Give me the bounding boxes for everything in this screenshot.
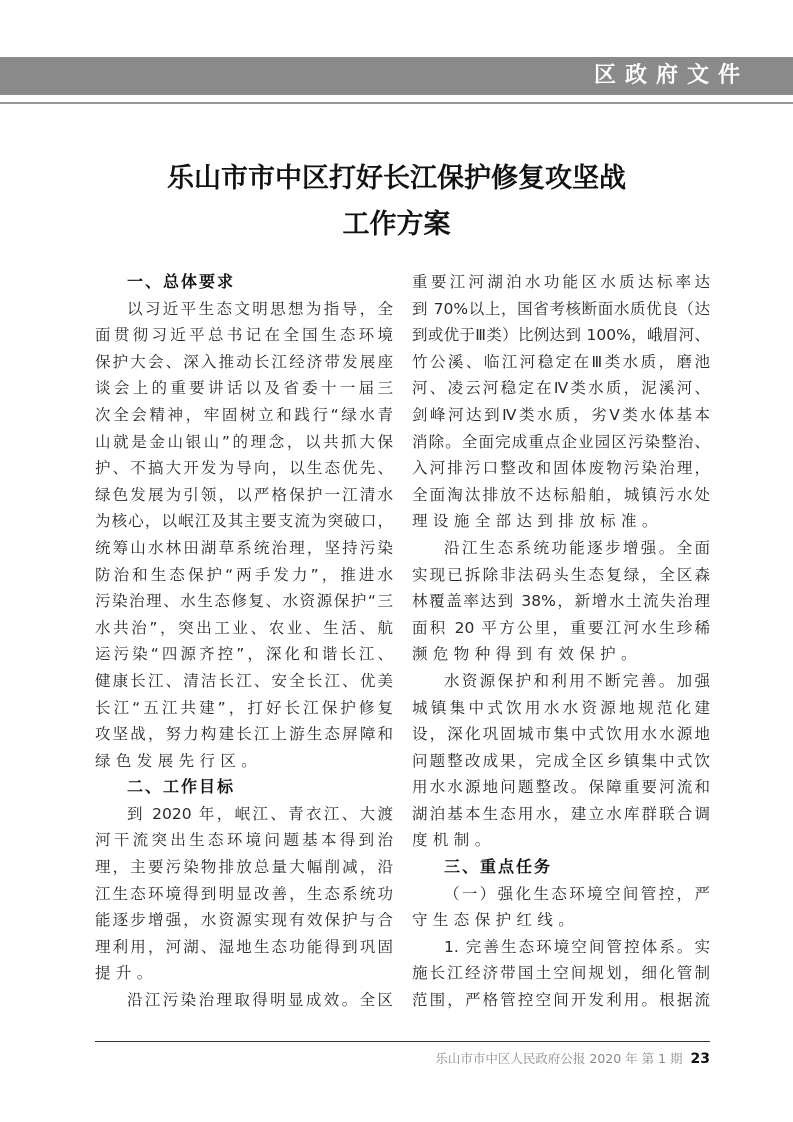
text-line: 到 2020 年，岷江、青衣江、大渡	[127, 804, 393, 823]
publication-info: 乐山市市中区人民政府公报 2020 年 第 1 期	[435, 1051, 683, 1066]
text-line: 竹公溪、临江河稳定在Ⅲ类水质，磨池	[412, 352, 710, 371]
text-line: 范围，严格管控空间开发利用。根据流	[412, 991, 710, 1010]
text-line: 沿江污染治理取得明显成效。全区	[127, 991, 393, 1010]
text-line: 健康长江、清洁长江、安全长江、优美	[95, 671, 393, 690]
text-line: 理利用，河湖、湿地生态功能得到巩固	[95, 937, 393, 956]
text-line: 到或优于Ⅲ类）比例达到 100%，峨眉河、	[412, 326, 710, 345]
paragraph	[412, 934, 710, 1014]
text-line: 面积 20 平方公里，重要江河水生珍稀	[412, 618, 710, 637]
paragraph	[412, 535, 710, 668]
text-line: 度机制。	[412, 831, 496, 850]
text-line: 到 70%以上，国省考核断面水质优良（达	[412, 299, 710, 318]
paragraph	[412, 269, 710, 535]
heading-text: 二、工作目标	[127, 777, 236, 797]
text-line: 守生态保护红线。	[412, 911, 580, 930]
text-line: 河、凌云河稳定在Ⅳ类水质，泥溪河、	[412, 379, 710, 398]
text-line: 次全会精神，牢固树立和践行“绿水青	[95, 405, 393, 424]
footer-divider	[95, 1041, 710, 1042]
section-heading	[95, 774, 393, 801]
document-title-line-2: 工作方案	[342, 209, 451, 240]
text-line: 污染治理、水生态修复、水资源保护“三	[95, 592, 393, 611]
heading-text: 一、总体要求	[127, 272, 236, 291]
text-line: 理设施全部达到排放标准。	[412, 512, 663, 531]
text-line: 山就是金山银山”的理念，以共抓大保	[95, 432, 393, 451]
text-line: 实现已拆除非法码头生态复绿，全区森	[412, 565, 710, 584]
text-line: 设，深化巩固城市集中式饮用水水源地	[412, 725, 710, 744]
paragraph	[95, 987, 393, 1014]
footer	[435, 1049, 710, 1069]
text-line: 沿江生态系统功能逐步增强。全面	[444, 538, 710, 557]
text-line: 理，主要污染物排放总量大幅削减，沿	[95, 858, 393, 877]
text-line: 湖泊基本生态用水，建立水库群联合调	[412, 804, 710, 823]
page-number: 23	[690, 1051, 710, 1067]
text-line: 入河排污口整改和固体废物污染治理，	[412, 459, 710, 478]
text-line: 林覆盖率达到 38%，新增水土流失治理	[412, 592, 710, 611]
text-line: （一）强化生态环境空间管控，严	[444, 884, 710, 903]
text-line: 为核心，以岷江及其主要支流为突破口，	[95, 512, 393, 531]
text-line: 问题整改成果，完成全区乡镇集中式饮	[412, 751, 710, 770]
text-line: 施长江经济带国土空间规划，细化管制	[412, 964, 710, 983]
text-line: 消除。全面完成重点企业园区污染整治、	[412, 432, 710, 451]
paragraph	[95, 801, 393, 987]
text-line: 面贯彻习近平总书记在全国生态环境	[95, 326, 393, 345]
text-line: 长江“五江共建”，打好长江保护修复	[95, 698, 393, 717]
text-line: 重要江河湖泊水功能区水质达标率达	[412, 273, 710, 291]
text-line: 统筹山水林田湖草系统治理，坚持污染	[95, 538, 393, 557]
text-line: 提升。	[95, 964, 158, 983]
heading-text: 三、重点任务	[444, 857, 553, 877]
text-line: 防治和生态保护“两手发力”，推进水	[95, 565, 393, 584]
section-header-bar	[0, 57, 793, 95]
text-line: 运污染“四源齐控”，深化和谐长江、	[95, 645, 393, 664]
text-line: 用水水源地问题整改。保障重要河流和	[412, 778, 710, 797]
text-line: 濒危物种得到有效保护。	[412, 645, 642, 664]
section-label: 区政府文件	[593, 63, 749, 88]
header-divider	[0, 102, 793, 104]
text-line: 城镇集中式饮用水水资源地规范化建	[412, 698, 710, 717]
text-line: 保护大会、深入推动长江经济带发展座	[95, 352, 393, 371]
text-line: 攻坚战，努力构建长江上游生态屏障和	[95, 725, 393, 744]
paragraph	[95, 296, 393, 775]
text-line: 绿色发展先行区。	[95, 751, 263, 770]
paragraph	[412, 668, 710, 854]
section-heading	[95, 269, 393, 296]
section-heading	[412, 854, 710, 881]
text-line: 1. 完善生态环境空间管控体系。实	[444, 937, 710, 956]
text-line: 以习近平生态文明思想为指导，全	[127, 299, 393, 318]
document-title-line-1: 乐山市市中区打好长江保护修复攻坚战	[167, 163, 626, 194]
paragraph	[412, 881, 710, 934]
text-line: 绿色发展为引领，以严格保护一江清水	[95, 485, 393, 504]
text-line: 水资源保护和利用不断完善。加强	[444, 671, 710, 690]
right-column	[412, 269, 710, 1014]
text-line: 谈会上的重要讲话以及省委十一届三	[95, 379, 393, 398]
text-line: 全面淘汰排放不达标船舶，城镇污水处	[412, 485, 710, 504]
left-column	[95, 269, 393, 1014]
text-line: 护、不搞大开发为导向，以生态优先、	[95, 459, 393, 478]
text-line: 江生态环境得到明显改善，生态系统功	[95, 884, 393, 903]
text-line: 能逐步增强，水资源实现有效保护与合	[95, 911, 393, 930]
text-line: 河干流突出生态环境问题基本得到治	[95, 831, 393, 850]
text-line: 水共治”，突出工业、农业、生活、航	[95, 618, 393, 637]
text-line: 剑峰河达到Ⅳ类水质，劣Ⅴ类水体基本	[412, 405, 710, 424]
